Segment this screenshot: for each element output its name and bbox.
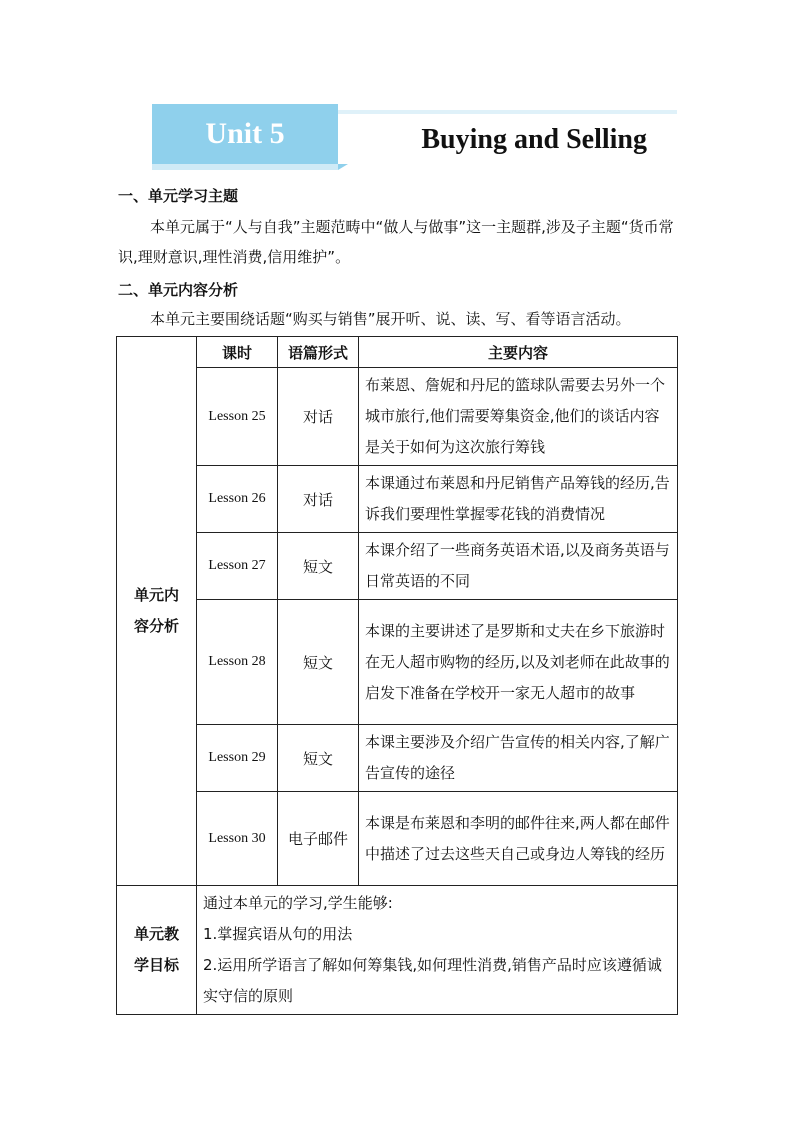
side-label-goals: 单元教学目标 (117, 886, 197, 1015)
goal-intro: 通过本单元的学习,学生能够: (203, 894, 393, 912)
content-cell: 本课的主要讲述了是罗斯和丈夫在乡下旅游时在无人超市购物的经历,以及刘老师在此故事的启发下准备在学校开一家无人超市的故事 (359, 600, 678, 725)
table-row (117, 466, 678, 533)
lesson-cell: Lesson 26 (197, 466, 278, 533)
header-form: 语篇形式 (278, 337, 359, 368)
section2-text: 本单元主要围绕话题“购买与销售”展开听、说、读、写、看等语言活动。 (150, 310, 631, 328)
content-table (116, 336, 678, 1015)
table-row (117, 533, 678, 600)
form-cell: 对话 (278, 466, 359, 533)
form-cell: 电子邮件 (278, 792, 359, 886)
lesson-cell: Lesson 30 (197, 792, 278, 886)
goal-item: 2.运用所学语言了解如何筹集钱,如何理性消费,销售产品时应该遵循诚实守信的原则 (203, 956, 662, 1005)
content-cell: 本课通过布莱恩和丹尼销售产品筹钱的经历,告诉我们要理性掌握零花钱的消费情况 (359, 466, 678, 533)
unit-banner (152, 104, 677, 170)
header-lesson: 课时 (197, 337, 278, 368)
section1-text: 本单元属于“人与自我”主题范畴中“做人与做事”这一主题群,涉及子主题“货币常识,理财意识,理性消费,信用维护”。 (118, 218, 674, 266)
title-box (338, 110, 677, 170)
unit-title: Buying and Selling (421, 124, 647, 155)
goals-cell (197, 886, 678, 1015)
section2-heading: 二、单元内容分析 (118, 281, 239, 299)
table-row (117, 600, 678, 725)
header-content: 主要内容 (359, 337, 678, 368)
table-row (117, 792, 678, 886)
unit-label: Unit 5 (152, 104, 338, 164)
content-cell: 本课是布莱恩和李明的邮件往来,两人都在邮件中描述了过去这些天自己或身边人筹钱的经历 (359, 792, 678, 886)
lesson-cell: Lesson 28 (197, 600, 278, 725)
content-cell: 本课介绍了一些商务英语术语,以及商务英语与日常英语的不同 (359, 533, 678, 600)
form-cell: 短文 (278, 600, 359, 725)
table-row (117, 368, 678, 466)
lesson-cell: Lesson 25 (197, 368, 278, 466)
content-cell: 布莱恩、詹妮和丹尼的篮球队需要去另外一个城市旅行,他们需要筹集资金,他们的谈话内容是关于如何为这次旅行筹钱 (359, 368, 678, 466)
banner-notch (338, 164, 348, 170)
unit-label-shadow (152, 164, 338, 170)
lesson-cell: Lesson 27 (197, 533, 278, 600)
form-cell: 短文 (278, 533, 359, 600)
goals-row (117, 886, 678, 1015)
table-row (117, 725, 678, 792)
content-cell: 本课主要涉及介绍广告宣传的相关内容,了解广告宣传的途径 (359, 725, 678, 792)
side-label-content: 单元内容分析 (117, 337, 197, 886)
form-cell: 对话 (278, 368, 359, 466)
goal-item: 1.掌握宾语从句的用法 (203, 925, 353, 943)
lesson-cell: Lesson 29 (197, 725, 278, 792)
form-cell: 短文 (278, 725, 359, 792)
section1-heading: 一、单元学习主题 (118, 187, 239, 205)
